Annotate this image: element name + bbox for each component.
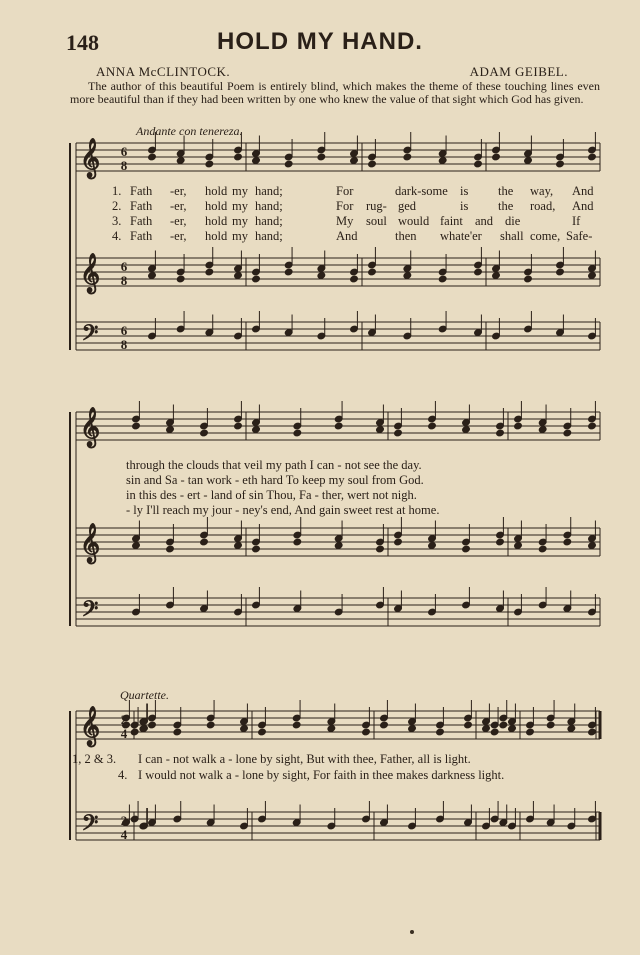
verse-4-syllable: my — [232, 229, 248, 243]
note-head — [200, 429, 209, 437]
treble-clef: 𝄞 — [79, 409, 101, 446]
note-head — [132, 422, 141, 430]
verse-4-syllable: And — [336, 229, 358, 243]
verse-2-continuation: sin and Sa - tan work - eth hard To keep my soul from God. — [126, 473, 424, 487]
note-head — [173, 728, 182, 736]
note-head — [166, 426, 175, 434]
verse-3-number: 3. — [112, 214, 122, 228]
quartette-line-123: I can - not walk a - lone by sight, But with thee, Father, all is light. — [138, 752, 471, 766]
verse-4-syllable: Safe- — [566, 229, 593, 243]
note-head — [508, 725, 517, 733]
verse-1-syllable: dark-some — [395, 184, 448, 198]
note-head — [327, 725, 336, 733]
note-head — [556, 160, 565, 168]
bass-clef: 𝄢 — [81, 597, 99, 626]
time-signature-bottom: 8 — [120, 273, 128, 288]
note-head — [394, 538, 403, 546]
verse-2-number: 2. — [112, 199, 122, 213]
verse-3-syllable: soul — [366, 214, 387, 228]
verse-1-syllable: And — [572, 184, 594, 198]
verse-2-syllable: For — [336, 199, 354, 213]
bass-clef: 𝄢 — [81, 811, 99, 840]
verse-4-syllable: then — [395, 229, 417, 243]
note-head — [514, 542, 523, 550]
note-head — [588, 422, 597, 430]
verse-3-syllable: If — [572, 214, 581, 228]
time-signature-top: 6 — [120, 323, 128, 338]
treble-clef: 𝄞 — [79, 140, 101, 177]
time-signature-top: 6 — [120, 144, 128, 159]
note-head — [567, 725, 576, 733]
note-head — [334, 422, 343, 430]
verse-2-syllable: -er, — [170, 199, 187, 213]
note-head — [428, 422, 437, 430]
verse-3-syllable: die — [505, 214, 521, 228]
verse-3-syllable: would — [398, 214, 430, 228]
note-head — [293, 429, 302, 437]
treble-clef: 𝄞 — [79, 255, 101, 292]
verse-1-syllable: hand; — [255, 184, 283, 198]
note-head — [205, 160, 214, 168]
note-head — [462, 545, 471, 553]
note-head — [496, 429, 505, 437]
note-head — [408, 725, 417, 733]
verse-2-syllable: road, — [530, 199, 556, 213]
note-head — [490, 728, 499, 736]
note-head — [252, 157, 261, 165]
lyricist-credit: ANNA McCLINTOCK. — [96, 64, 231, 79]
verse-1-line — [112, 184, 121, 199]
page-number: 148 — [66, 30, 99, 55]
time-signature-bottom: 4 — [120, 827, 128, 842]
verse-1-syllable: is — [460, 184, 469, 198]
verse-2-syllable: my — [232, 199, 248, 213]
verse-3-line — [112, 214, 121, 229]
note-head — [176, 275, 185, 283]
note-head — [148, 153, 157, 161]
verse-1-syllable: -er, — [170, 184, 187, 198]
note-head — [538, 545, 547, 553]
note-head — [350, 275, 359, 283]
note-head — [474, 268, 483, 276]
note-head — [546, 721, 555, 729]
note-head — [428, 542, 437, 550]
note-head — [482, 725, 491, 733]
note-head — [380, 721, 389, 729]
quartette-verse-label-4: 4. — [118, 768, 128, 782]
verse-4-number: 4. — [112, 229, 122, 243]
note-head — [438, 157, 447, 165]
note-head — [499, 721, 508, 729]
note-head — [252, 275, 261, 283]
composer-credit: ADAM GEIBEL. — [469, 64, 568, 79]
verse-3-syllable: and — [475, 214, 494, 228]
note-head — [252, 545, 261, 553]
note-head — [464, 721, 473, 729]
note-head — [524, 157, 533, 165]
verse-1-syllable: Fath — [130, 184, 153, 198]
treble-clef: 𝄞 — [79, 708, 101, 745]
note-head — [474, 160, 483, 168]
verse-1-number: 1. — [112, 184, 122, 198]
verse-1-syllable: For — [336, 184, 354, 198]
note-head — [563, 538, 572, 546]
verse-4-syllable: hand; — [255, 229, 283, 243]
note-head — [496, 538, 505, 546]
note-head — [205, 268, 214, 276]
tempo-marking: Andante con tenereza. — [136, 124, 243, 138]
note-head — [234, 153, 243, 161]
verse-4-line — [112, 229, 121, 244]
time-signature-bottom: 8 — [120, 337, 128, 352]
time-signature-bottom: 8 — [120, 158, 128, 173]
note-head — [206, 721, 215, 729]
note-head — [462, 426, 471, 434]
note-head — [588, 153, 597, 161]
intro-note: The author of this beautiful Poem is entirely blind, which makes the theme of these touching lines even more beautiful than if they had been written by one who knew the value of that sight which God has given. — [70, 79, 600, 106]
note-head — [284, 160, 293, 168]
note-head — [492, 153, 501, 161]
verse-2-syllable: hand; — [255, 199, 283, 213]
verse-3-syllable: my — [232, 214, 248, 228]
verse-1-syllable: my — [232, 184, 248, 198]
note-head — [317, 153, 326, 161]
note-head — [350, 157, 359, 165]
verse-1-continuation: through the clouds that veil my path I can - not see the day. — [126, 458, 422, 472]
bass-clef: 𝄢 — [81, 321, 99, 350]
verse-2-syllable: the — [498, 199, 514, 213]
note-head — [258, 728, 267, 736]
verse-4-syllable: shall — [500, 229, 524, 243]
verse-3-continuation: in this des - ert - land of sin Thou, Fa - ther, wert not nigh. — [126, 488, 417, 502]
note-head — [362, 728, 371, 736]
page-dot — [410, 930, 414, 934]
note-head — [492, 272, 501, 280]
verse-2-syllable: Fath — [130, 199, 153, 213]
note-head — [394, 429, 403, 437]
verse-4-syllable: come, — [530, 229, 561, 243]
song-title: HOLD MY HAND. — [217, 28, 423, 55]
verse-1-syllable: way, — [530, 184, 554, 198]
note-head — [166, 545, 175, 553]
verse-4-syllable: hold — [205, 229, 228, 243]
time-signature-bottom: 4 — [120, 726, 128, 741]
verse-4-continuation: - ly I'll reach my jour - ney's end, And gain sweet rest at home. — [126, 503, 440, 517]
quartette-marking: Quartette. — [120, 688, 169, 702]
note-head — [334, 542, 343, 550]
note-head — [176, 157, 185, 165]
note-head — [234, 272, 243, 280]
note-head — [436, 728, 445, 736]
verse-2-syllable: And — [572, 199, 594, 213]
verse-4-syllable: Fath — [130, 229, 153, 243]
verse-3-syllable: My — [336, 214, 354, 228]
note-head — [368, 160, 377, 168]
time-signature-top: 2 — [120, 813, 128, 828]
note-head — [368, 268, 377, 276]
verse-4-syllable: -er, — [170, 229, 187, 243]
note-head — [526, 728, 535, 736]
note-head — [563, 429, 572, 437]
note-head — [140, 725, 149, 733]
quartette-verse-label-123: 1, 2 & 3. — [72, 752, 117, 766]
verse-3-syllable: faint — [440, 214, 463, 228]
verse-4-syllable: whate'er — [440, 229, 482, 243]
note-head — [403, 272, 412, 280]
verse-2-syllable: rug- — [366, 199, 387, 213]
note-head — [538, 426, 547, 434]
verse-3-syllable: hand; — [255, 214, 283, 228]
verse-2-line — [112, 199, 121, 214]
verse-3-syllable: hold — [205, 214, 228, 228]
note-head — [252, 426, 261, 434]
note-head — [556, 268, 565, 276]
note-head — [317, 272, 326, 280]
note-head — [200, 538, 209, 546]
note-head — [240, 725, 249, 733]
verse-3-syllable: Fath — [130, 214, 153, 228]
note-head — [234, 422, 243, 430]
verse-1-syllable: the — [498, 184, 514, 198]
note-head — [403, 153, 412, 161]
verse-1-syllable: hold — [205, 184, 228, 198]
note-head — [524, 275, 533, 283]
time-signature-top: 2 — [120, 712, 128, 727]
note-head — [130, 728, 139, 736]
note-head — [588, 728, 597, 736]
note-head — [293, 538, 302, 546]
time-signature-top: 6 — [120, 259, 128, 274]
note-head — [284, 268, 293, 276]
note-head — [376, 426, 385, 434]
note-head — [292, 721, 301, 729]
verse-2-syllable: ged — [398, 199, 417, 213]
verse-2-syllable: hold — [205, 199, 228, 213]
note-head — [234, 542, 243, 550]
note-head — [148, 721, 157, 729]
note-head — [376, 545, 385, 553]
quartette-line-4: I would not walk a - lone by sight, For faith in thee makes darkness light. — [138, 768, 505, 782]
verse-2-syllable: is — [460, 199, 469, 213]
note-head — [588, 272, 597, 280]
note-head — [132, 542, 141, 550]
note-head — [438, 275, 447, 283]
note-head — [148, 272, 157, 280]
note-head — [588, 542, 597, 550]
verse-3-syllable: -er, — [170, 214, 187, 228]
treble-clef: 𝄞 — [79, 525, 101, 562]
note-head — [514, 422, 523, 430]
